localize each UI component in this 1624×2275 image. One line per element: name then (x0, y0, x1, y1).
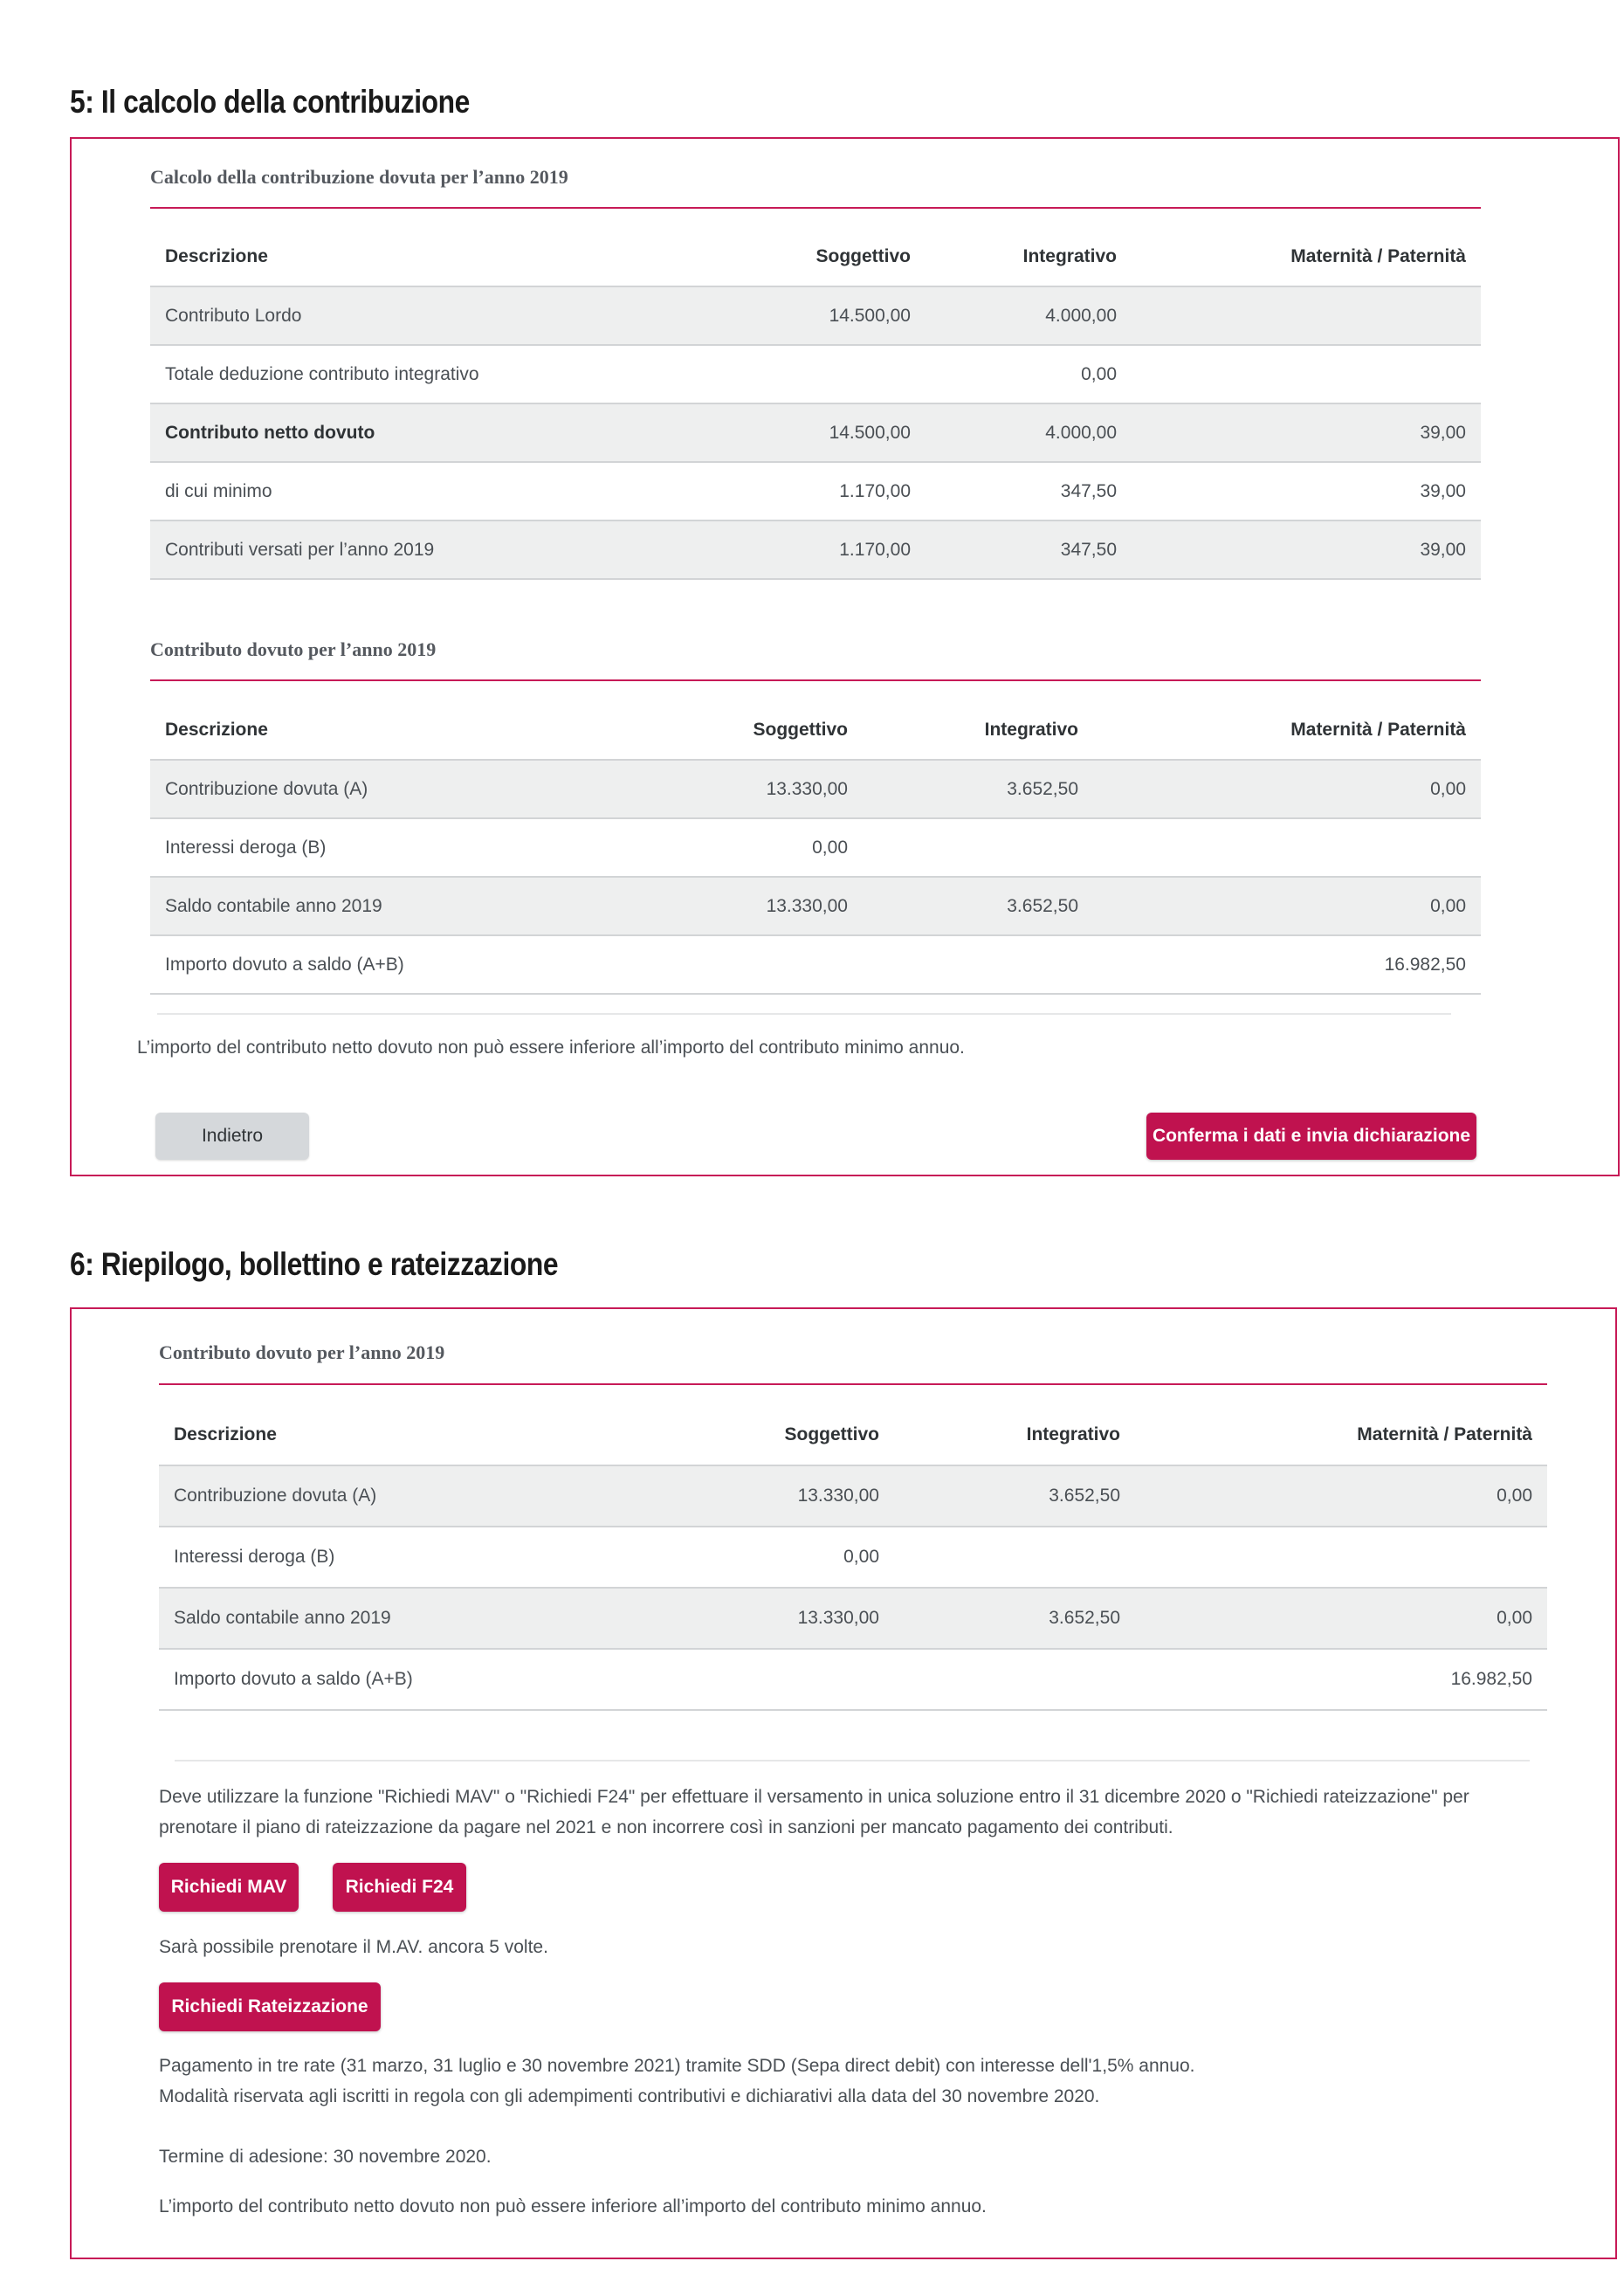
cell-integrativo (894, 1527, 1135, 1588)
cell-integrativo: 0,00 (926, 345, 1132, 403)
cell-integrativo: 347,50 (926, 462, 1132, 520)
table-row (150, 935, 1481, 994)
cell-maternita: 39,00 (1132, 462, 1481, 520)
table-row (159, 1588, 1547, 1649)
cell-soggettivo: 1.170,00 (770, 462, 926, 520)
col-descrizione: Descrizione (150, 227, 770, 286)
cell-integrativo (894, 1649, 1135, 1710)
cell-maternita: 39,00 (1132, 403, 1481, 462)
due-table (150, 700, 1481, 995)
cell-descrizione: Totale deduzione contributo integrativo (150, 345, 770, 403)
cell-soggettivo: 0,00 (707, 818, 863, 877)
table-row (159, 1527, 1547, 1588)
cell-maternita: 39,00 (1132, 520, 1481, 579)
cell-descrizione: di cui minimo (150, 462, 770, 520)
calc-title-rule (150, 207, 1481, 209)
cell-integrativo: 3.652,50 (894, 1588, 1135, 1649)
minimum-note: L’importo del contributo netto dovuto non può essere inferiore all’importo del contributo minimo annuo. (159, 2196, 987, 2216)
cell-soggettivo (707, 935, 863, 994)
section-5-title: 5: Il calcolo della contribuzione (70, 84, 470, 120)
cell-descrizione: Interessi deroga (B) (150, 818, 707, 877)
cell-soggettivo: 13.330,00 (718, 1588, 894, 1649)
cell-maternita: 0,00 (1093, 760, 1481, 818)
cell-soggettivo: 13.330,00 (718, 1465, 894, 1527)
installments-line-2: Modalità riservata agli iscritti in regola con gli adempimenti contributivi e dichiarativi alla data del 30 novembre 2020. (159, 2086, 1100, 2106)
instructions-line-2: prenotare il piano di rateizzazione da pagare nel 2021 e non incorrere così in sanzioni per mancato pagamento dei contributi. (159, 1817, 1173, 1837)
cell-descrizione: Saldo contabile anno 2019 (150, 877, 707, 935)
table-row (159, 1465, 1547, 1527)
cell-maternita: 0,00 (1093, 877, 1481, 935)
installments-info (159, 2051, 1195, 2112)
request-mav-button[interactable]: Richiedi MAV (159, 1863, 299, 1912)
due-table-title: Contributo dovuto per l’anno 2019 (150, 638, 437, 660)
cell-integrativo: 4.000,00 (926, 403, 1132, 462)
cell-descrizione: Importo dovuto a saldo (A+B) (159, 1649, 718, 1710)
col-integrativo: Integrativo (863, 700, 1093, 760)
instructions-line-1: Deve utilizzare la funzione "Richiedi MAV" o "Richiedi F24" per effettuare il versamento in unica soluzione entro il 31 dicembre 2020 o "Richiedi rateizzazione" per (159, 1787, 1469, 1807)
cell-descrizione: Saldo contabile anno 2019 (159, 1588, 718, 1649)
cell-maternita: 0,00 (1135, 1588, 1547, 1649)
table-row (150, 760, 1481, 818)
cell-soggettivo: 0,00 (718, 1527, 894, 1588)
col-soggettivo: Soggettivo (718, 1404, 894, 1465)
cell-integrativo: 4.000,00 (926, 286, 1132, 345)
calc-table-title: Calcolo della contribuzione dovuta per l’anno 2019 (150, 166, 568, 188)
col-maternita: Maternità / Paternità (1093, 700, 1481, 760)
confirm-submit-button[interactable]: Conferma i dati e invia dichiarazione (1146, 1113, 1476, 1160)
table-row (150, 818, 1481, 877)
cell-descrizione: Interessi deroga (B) (159, 1527, 718, 1588)
cell-descrizione: Contribuzione dovuta (A) (159, 1465, 718, 1527)
cell-integrativo: 347,50 (926, 520, 1132, 579)
cell-maternita: 16.982,50 (1135, 1649, 1547, 1710)
col-descrizione: Descrizione (159, 1404, 718, 1465)
cell-integrativo: 3.652,50 (863, 877, 1093, 935)
cell-maternita: 0,00 (1135, 1465, 1547, 1527)
col-maternita: Maternità / Paternità (1132, 227, 1481, 286)
divider (175, 1760, 1530, 1761)
cell-soggettivo: 1.170,00 (770, 520, 926, 579)
cell-maternita (1135, 1527, 1547, 1588)
cell-descrizione: Contributo netto dovuto (150, 403, 770, 462)
cell-descrizione: Contribuzione dovuta (A) (150, 760, 707, 818)
request-installments-button[interactable]: Richiedi Rateizzazione (159, 1982, 381, 2031)
request-f24-button[interactable]: Richiedi F24 (333, 1863, 466, 1912)
summary-due-table (159, 1404, 1547, 1711)
mav-remaining-note: Sarà possibile prenotare il M.AV. ancora 5 volte. (159, 1937, 548, 1957)
divider (157, 1013, 1451, 1015)
table-row (150, 877, 1481, 935)
due-table-title: Contributo dovuto per l’anno 2019 (159, 1341, 445, 1363)
payment-instructions (159, 1782, 1469, 1843)
col-soggettivo: Soggettivo (770, 227, 926, 286)
col-maternita: Maternità / Paternità (1135, 1404, 1547, 1465)
table-row (150, 462, 1481, 520)
cell-integrativo: 3.652,50 (863, 760, 1093, 818)
back-button[interactable]: Indietro (155, 1113, 309, 1160)
table-row (159, 1649, 1547, 1710)
cell-soggettivo: 14.500,00 (770, 403, 926, 462)
cell-integrativo: 3.652,50 (894, 1465, 1135, 1527)
minimum-note: L’importo del contributo netto dovuto non può essere inferiore all’importo del contributo minimo annuo. (137, 1038, 965, 1058)
col-soggettivo: Soggettivo (707, 700, 863, 760)
cell-descrizione: Contributo Lordo (150, 286, 770, 345)
due-title-rule (159, 1383, 1547, 1385)
table-row (150, 345, 1481, 403)
col-descrizione: Descrizione (150, 700, 707, 760)
table-row (150, 286, 1481, 345)
cell-maternita (1093, 818, 1481, 877)
cell-soggettivo (770, 345, 926, 403)
cell-maternita (1132, 286, 1481, 345)
cell-soggettivo: 14.500,00 (770, 286, 926, 345)
cell-soggettivo (718, 1649, 894, 1710)
cell-descrizione: Contributi versati per l’anno 2019 (150, 520, 770, 579)
section-6-title: 6: Riepilogo, bollettino e rateizzazione (70, 1246, 559, 1282)
cell-soggettivo: 13.330,00 (707, 877, 863, 935)
table-row (150, 403, 1481, 462)
cell-maternita (1132, 345, 1481, 403)
installments-line-1: Pagamento in tre rate (31 marzo, 31 luglio e 30 novembre 2021) tramite SDD (Sepa direct debit) con interesse dell'1,5% annuo. (159, 2056, 1195, 2076)
cell-soggettivo: 13.330,00 (707, 760, 863, 818)
cell-integrativo (863, 935, 1093, 994)
calc-table (150, 227, 1481, 580)
deadline-note: Termine di adesione: 30 novembre 2020. (159, 2147, 492, 2167)
table-row (150, 520, 1481, 579)
col-integrativo: Integrativo (894, 1404, 1135, 1465)
cell-integrativo (863, 818, 1093, 877)
col-integrativo: Integrativo (926, 227, 1132, 286)
cell-maternita: 16.982,50 (1093, 935, 1481, 994)
cell-descrizione: Importo dovuto a saldo (A+B) (150, 935, 707, 994)
due-title-rule (150, 679, 1481, 681)
